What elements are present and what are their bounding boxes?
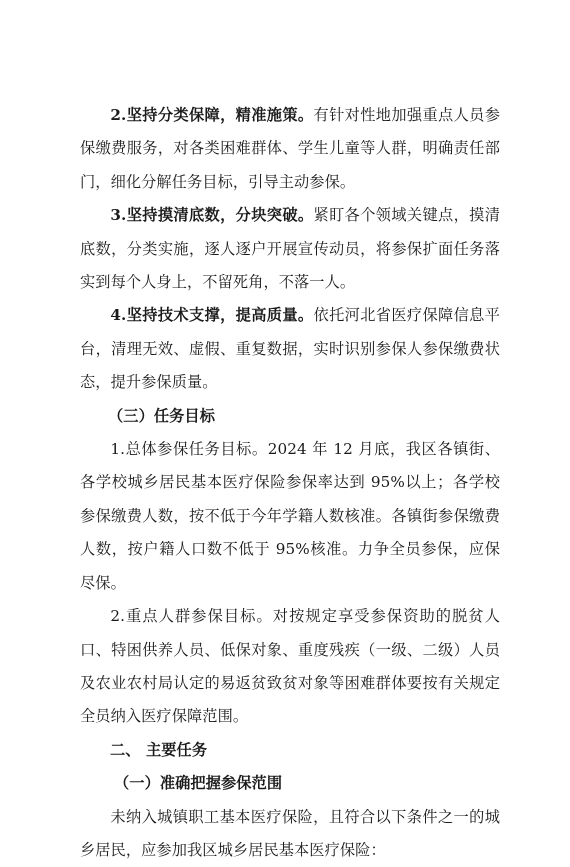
paragraph-key-groups-target: 2.重点人群参保目标。对按规定享受参保资助的脱贫人口、特困供养人员、低保对象、重度残疾（一级、二级）人员及农业农村局认定的易返贫致贫对象等困难群体要按有关规定全员纳入医疗保障范围。 xyxy=(80,607,500,726)
heading-insurance-scope: （一）准确把握参保范围 xyxy=(114,774,283,793)
paragraph-classified-guarantee xyxy=(80,99,500,199)
paragraph-lead: 3.坚持摸清底数，分块突破。 xyxy=(110,206,314,225)
paragraph-lead: 4.坚持技术支撑，提高质量。 xyxy=(110,306,314,325)
paragraph-scope-conditions: 未纳入城镇职工基本医疗保险，且符合以下条件之一的城乡居民，应参加我区城乡居民基本医疗保险： xyxy=(80,807,500,859)
heading-task-targets: （三）任务目标 xyxy=(108,406,216,425)
document-body xyxy=(80,99,500,867)
heading-main-tasks: 二、 主要任务 xyxy=(110,740,208,759)
paragraph-text: 依托河北省医疗保障信息平台，清理无效、虚假、重复数据，实时识别参保人参保缴费状态，提升参保质量。 xyxy=(80,306,500,392)
paragraph-technical-support xyxy=(80,299,500,399)
paragraph-text: 有针对性地加强重点人员参保缴费服务，对各类困难群体、学生儿童等人群，明确责任部门，细化分解任务目标，引导主动参保。 xyxy=(80,106,500,191)
paragraph-text: 紧盯各个领域关键点，摸清底数，分类实施，逐人逐户开展宣传动员，将参保扩面任务落实到每个人身上，不留死角，不落一人。 xyxy=(80,206,500,292)
paragraph-lead: 2.坚持分类保障，精准施策。 xyxy=(110,106,314,124)
paragraph-overall-target: 1.总体参保任务目标。2024 年 12 月底，我区各镇街、各学校城乡居民基本医疗保险参保率达到 95%以上；各学校参保缴费人数，按不低于今年学籍人数核准。各镇街参保缴费人数，按户籍人口数不低于 95%核准。力争全员参保，应保尽保。 xyxy=(80,440,500,592)
paragraph-find-out-numbers xyxy=(80,199,500,299)
